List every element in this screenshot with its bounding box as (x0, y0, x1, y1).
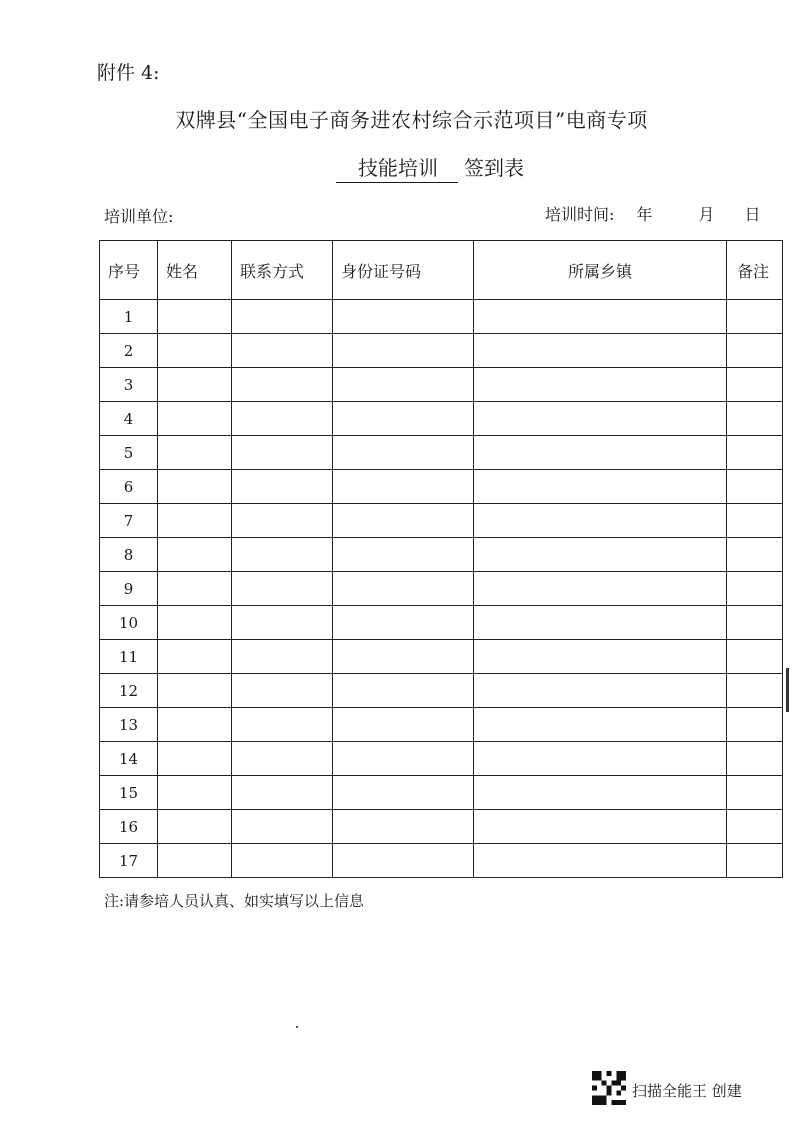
name-cell[interactable] (158, 368, 232, 402)
row-seq-number: 8 (100, 538, 158, 572)
attachment-label: 附件 4: (97, 62, 160, 84)
year-label: 年 (636, 205, 653, 224)
document-title: 双牌县“全国电子商务进农村综合示范项目”电商专项 (175, 108, 648, 132)
header-id-number: 身份证号码 (333, 241, 474, 300)
contact-cell[interactable] (232, 810, 333, 844)
contact-cell[interactable] (232, 334, 333, 368)
remarks-cell[interactable] (727, 844, 783, 878)
id-number-cell[interactable] (333, 436, 474, 470)
contact-cell[interactable] (232, 572, 333, 606)
table-row (100, 572, 783, 606)
table-header-row (100, 241, 783, 300)
name-cell[interactable] (158, 300, 232, 334)
subtitle-rest: 签到表 (464, 156, 524, 180)
table-row (100, 334, 783, 368)
row-seq-number: 14 (100, 742, 158, 776)
header-township: 所属乡镇 (474, 241, 727, 300)
township-cell[interactable] (474, 606, 727, 640)
name-cell[interactable] (158, 538, 232, 572)
contact-cell[interactable] (232, 776, 333, 810)
name-cell[interactable] (158, 470, 232, 504)
remarks-cell[interactable] (727, 776, 783, 810)
name-cell[interactable] (158, 504, 232, 538)
footnote: 注:请参培人员认真、如实填写以上信息 (104, 892, 365, 910)
id-number-cell[interactable] (333, 640, 474, 674)
contact-cell[interactable] (232, 368, 333, 402)
table-row (100, 504, 783, 538)
remarks-cell[interactable] (727, 368, 783, 402)
row-seq-number: 15 (100, 776, 158, 810)
table-row (100, 776, 783, 810)
row-seq-number: 11 (100, 640, 158, 674)
name-cell[interactable] (158, 572, 232, 606)
name-cell[interactable] (158, 674, 232, 708)
name-cell[interactable] (158, 708, 232, 742)
table-row (100, 708, 783, 742)
table-row (100, 810, 783, 844)
id-number-cell[interactable] (333, 708, 474, 742)
township-cell[interactable] (474, 742, 727, 776)
name-cell[interactable] (158, 334, 232, 368)
remarks-cell[interactable] (727, 810, 783, 844)
row-seq-number: 7 (100, 504, 158, 538)
contact-cell[interactable] (232, 708, 333, 742)
table-row (100, 470, 783, 504)
table-row (100, 606, 783, 640)
training-time (545, 202, 760, 225)
id-number-cell[interactable] (333, 368, 474, 402)
table-row (100, 844, 783, 878)
name-cell[interactable] (158, 844, 232, 878)
month-label: 月 (698, 205, 715, 224)
township-cell[interactable] (474, 504, 727, 538)
id-number-cell[interactable] (333, 776, 474, 810)
scan-speck (296, 1026, 298, 1028)
subtitle-underlined: 技能培训 (336, 152, 458, 183)
township-cell[interactable] (474, 640, 727, 674)
township-cell[interactable] (474, 334, 727, 368)
township-cell[interactable] (474, 538, 727, 572)
qr-code-icon (592, 1071, 626, 1105)
row-seq-number: 5 (100, 436, 158, 470)
contact-cell[interactable] (232, 300, 333, 334)
remarks-cell[interactable] (727, 606, 783, 640)
row-seq-number: 13 (100, 708, 158, 742)
table-row (100, 436, 783, 470)
township-cell[interactable] (474, 572, 727, 606)
table-row (100, 674, 783, 708)
contact-cell[interactable] (232, 436, 333, 470)
scanner-brand-label: 扫描全能王 创建 (632, 1082, 742, 1100)
remarks-cell[interactable] (727, 334, 783, 368)
contact-cell[interactable] (232, 640, 333, 674)
id-number-cell[interactable] (333, 504, 474, 538)
name-cell[interactable] (158, 776, 232, 810)
name-cell[interactable] (158, 742, 232, 776)
township-cell[interactable] (474, 470, 727, 504)
row-seq-number: 4 (100, 402, 158, 436)
day-label: 日 (744, 205, 761, 224)
township-cell[interactable] (474, 810, 727, 844)
contact-cell[interactable] (232, 844, 333, 878)
township-cell[interactable] (474, 708, 727, 742)
name-cell[interactable] (158, 436, 232, 470)
row-seq-number: 1 (100, 300, 158, 334)
township-cell[interactable] (474, 436, 727, 470)
id-number-cell[interactable] (333, 300, 474, 334)
remarks-cell[interactable] (727, 504, 783, 538)
contact-cell[interactable] (232, 538, 333, 572)
township-cell[interactable] (474, 844, 727, 878)
row-seq-number: 2 (100, 334, 158, 368)
remarks-cell[interactable] (727, 470, 783, 504)
township-cell[interactable] (474, 776, 727, 810)
name-cell[interactable] (158, 640, 232, 674)
id-number-cell[interactable] (333, 742, 474, 776)
remarks-cell[interactable] (727, 742, 783, 776)
header-contact: 联系方式 (232, 241, 333, 300)
table-row (100, 300, 783, 334)
training-unit-label: 培训单位: (104, 207, 174, 226)
id-number-cell[interactable] (333, 572, 474, 606)
id-number-cell[interactable] (333, 844, 474, 878)
id-number-cell[interactable] (333, 810, 474, 844)
id-number-cell[interactable] (333, 538, 474, 572)
header-remarks: 备注 (727, 241, 783, 300)
row-seq-number: 17 (100, 844, 158, 878)
document-subtitle (336, 152, 524, 183)
township-cell[interactable] (474, 402, 727, 436)
row-seq-number: 10 (100, 606, 158, 640)
id-number-cell[interactable] (333, 402, 474, 436)
table-row (100, 538, 783, 572)
remarks-cell[interactable] (727, 708, 783, 742)
name-cell[interactable] (158, 402, 232, 436)
remarks-cell[interactable] (727, 402, 783, 436)
row-seq-number: 3 (100, 368, 158, 402)
row-seq-number: 12 (100, 674, 158, 708)
table-row (100, 368, 783, 402)
id-number-cell[interactable] (333, 606, 474, 640)
remarks-cell[interactable] (727, 538, 783, 572)
township-cell[interactable] (474, 674, 727, 708)
contact-cell[interactable] (232, 402, 333, 436)
id-number-cell[interactable] (333, 334, 474, 368)
id-number-cell[interactable] (333, 674, 474, 708)
name-cell[interactable] (158, 606, 232, 640)
id-number-cell[interactable] (333, 470, 474, 504)
remarks-cell[interactable] (727, 674, 783, 708)
remarks-cell[interactable] (727, 436, 783, 470)
contact-cell[interactable] (232, 470, 333, 504)
scan-edge-mark (786, 668, 789, 712)
row-seq-number: 16 (100, 810, 158, 844)
header-name: 姓名 (158, 241, 232, 300)
remarks-cell[interactable] (727, 640, 783, 674)
header-seq: 序号 (100, 241, 158, 300)
table-row (100, 640, 783, 674)
contact-cell[interactable] (232, 606, 333, 640)
contact-cell[interactable] (232, 504, 333, 538)
name-cell[interactable] (158, 810, 232, 844)
township-cell[interactable] (474, 300, 727, 334)
remarks-cell[interactable] (727, 300, 783, 334)
remarks-cell[interactable] (727, 572, 783, 606)
row-seq-number: 6 (100, 470, 158, 504)
township-cell[interactable] (474, 368, 727, 402)
training-time-label: 培训时间: (545, 205, 615, 224)
sign-in-table (99, 240, 783, 878)
table-row (100, 402, 783, 436)
contact-cell[interactable] (232, 742, 333, 776)
row-seq-number: 9 (100, 572, 158, 606)
table-row (100, 742, 783, 776)
contact-cell[interactable] (232, 674, 333, 708)
